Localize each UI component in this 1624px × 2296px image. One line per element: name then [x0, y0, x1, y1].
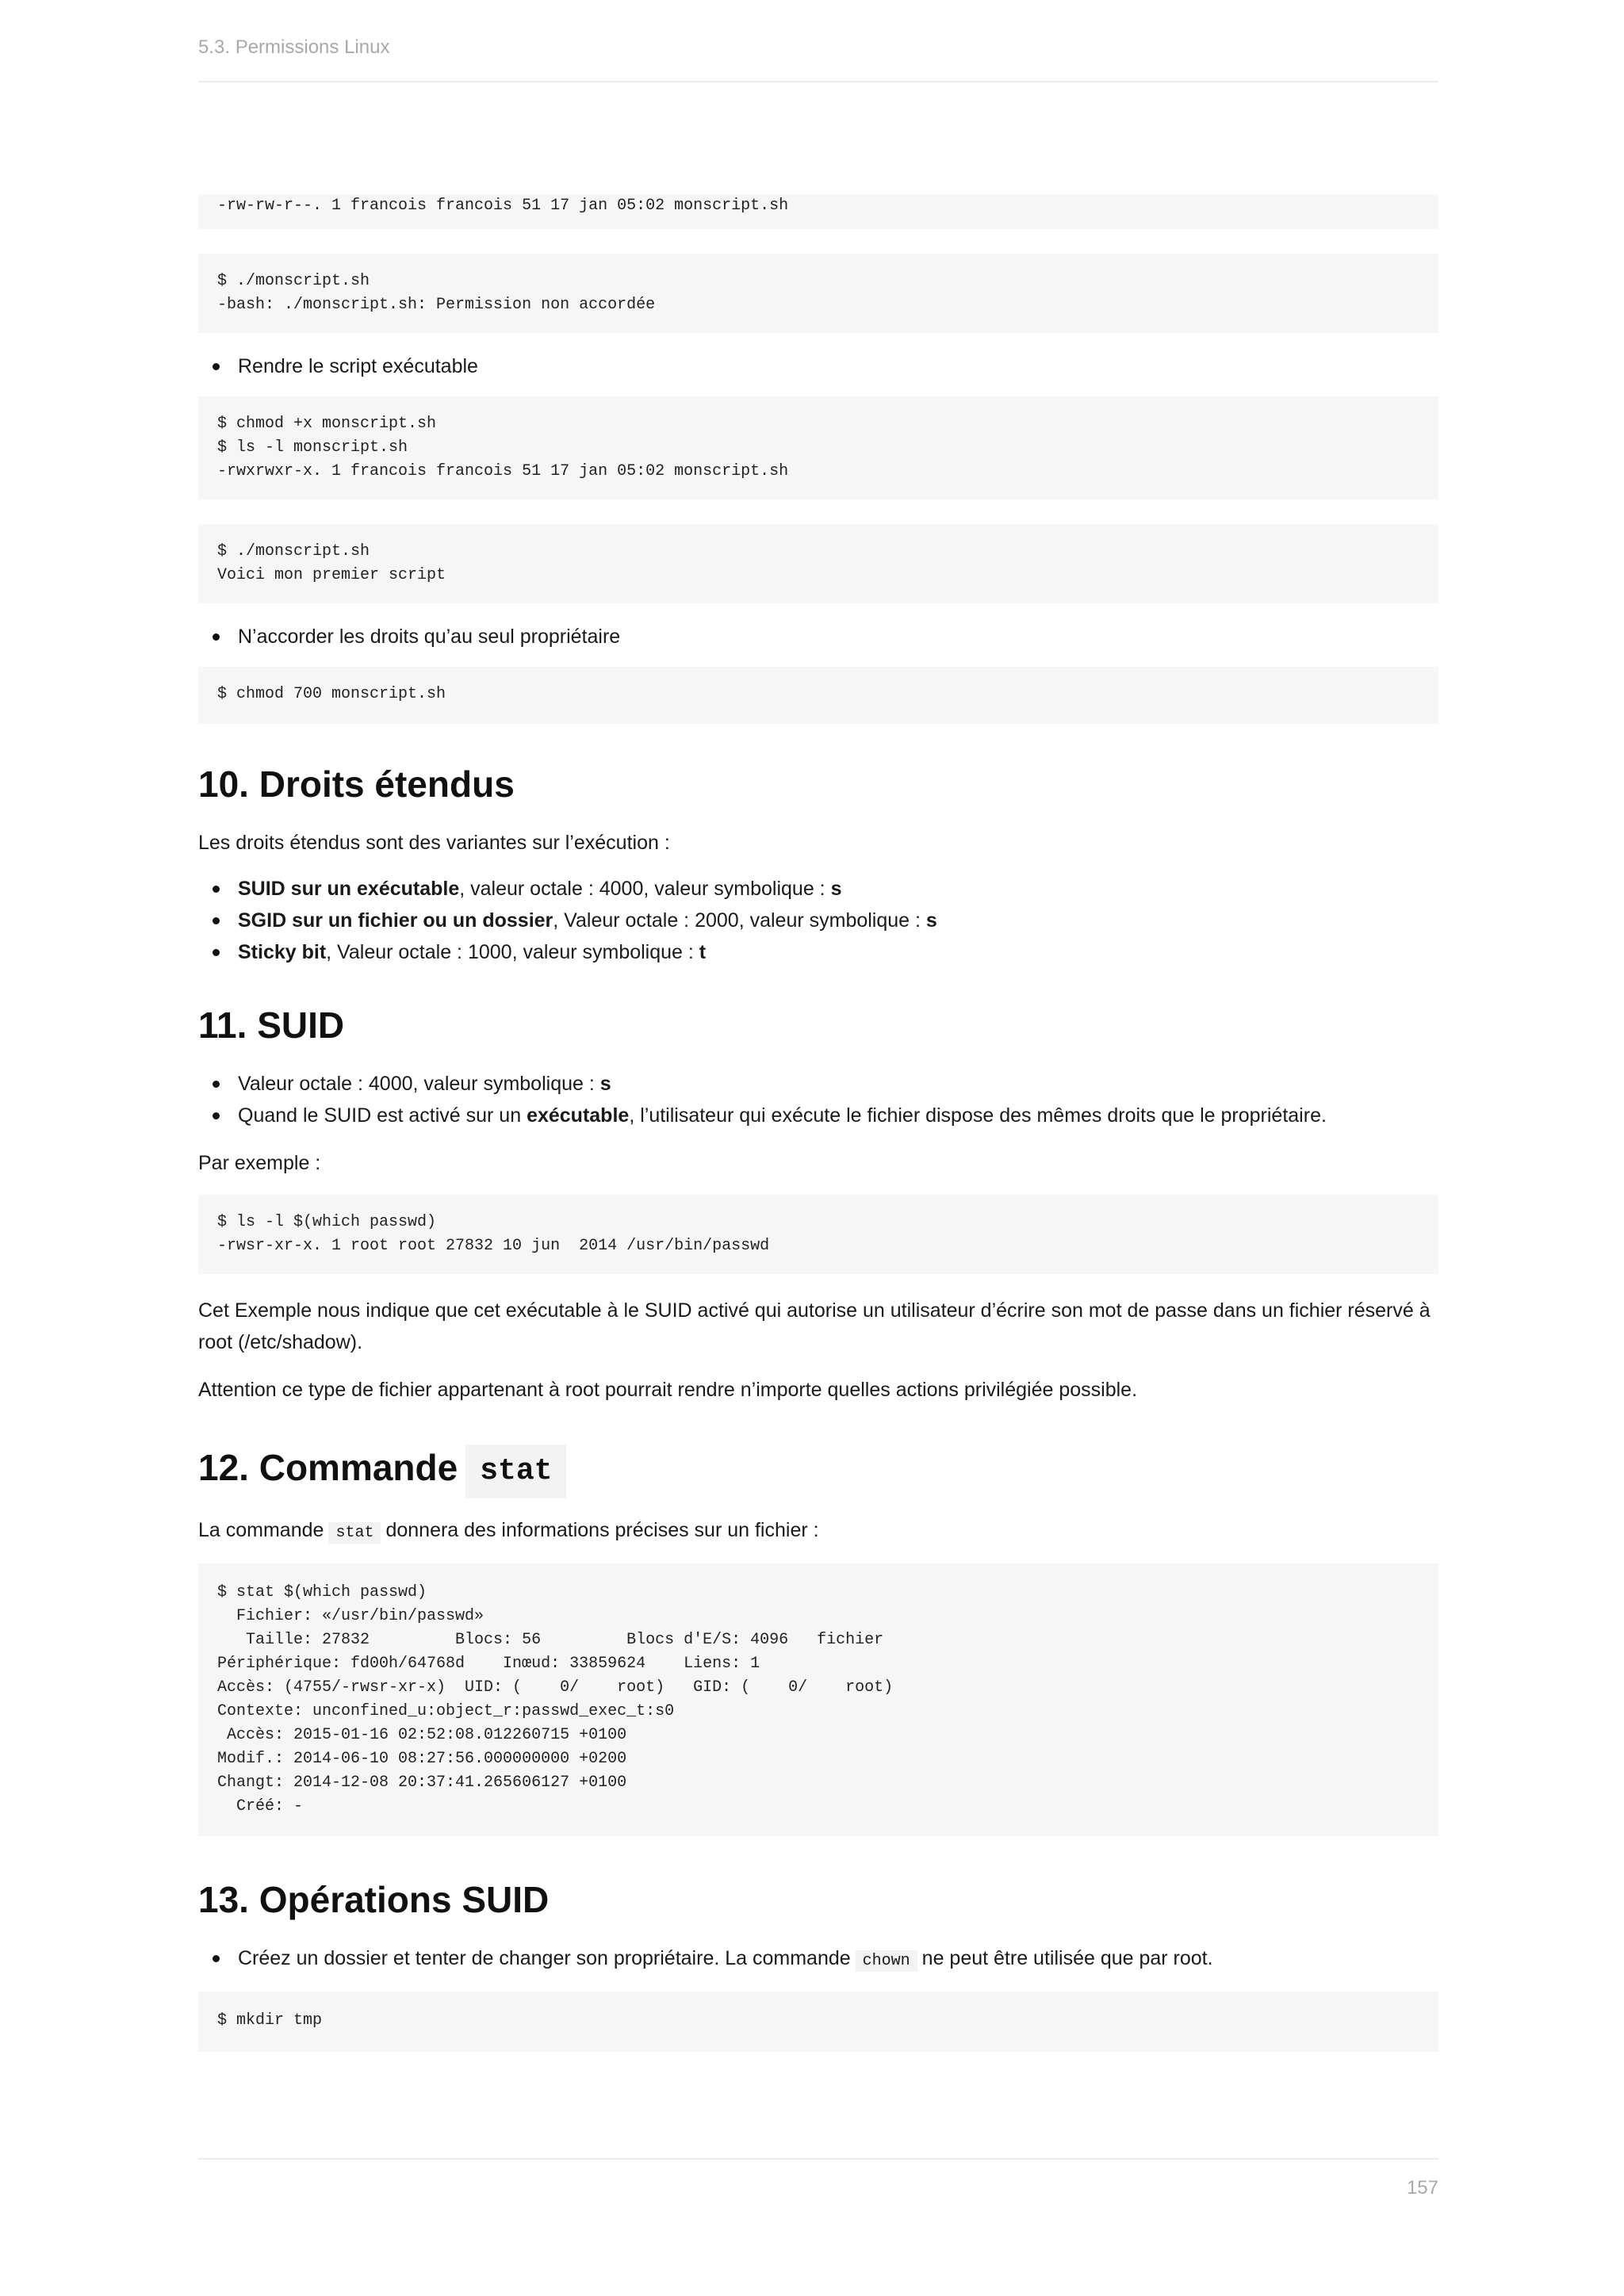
- list-item: Valeur octale : 4000, valeur symbolique : s: [198, 1068, 1438, 1100]
- section-heading-droits-etendus: 10. Droits étendus: [198, 763, 515, 805]
- footer-divider: [198, 2158, 1438, 2160]
- code-line: $ mkdir tmp: [217, 2011, 323, 2030]
- code-line: $ stat $(which passwd): [217, 1583, 427, 1601]
- list-item: SGID sur un fichier ou un dossier, Valeur octale : 2000, valeur symbolique : s: [198, 905, 1438, 936]
- code-line: Modif.: 2014-06-10 08:27:56.000000000 +0200: [217, 1750, 627, 1768]
- code-line: Taille: 27832 Blocs: 56 Blocs d'E/S: 4096 fichier: [217, 1631, 884, 1649]
- list-item: N’accorder les droits qu’au seul propriétaire: [198, 621, 1438, 652]
- code-block-chmod-x: [198, 396, 1438, 499]
- section-heading-operations-suid: 13. Opérations SUID: [198, 1879, 550, 1920]
- page-content: [198, 194, 1438, 2052]
- code-block-chmod-700: [198, 667, 1438, 724]
- code-block-ls-passwd: [198, 1195, 1438, 1274]
- header-divider: [198, 81, 1438, 82]
- section-heading-commande-stat: 12. Commande stat: [198, 1444, 1438, 1498]
- page-number: 157: [1406, 2177, 1438, 2198]
- bullet-list: [198, 1068, 1438, 1131]
- section-intro: Les droits étendus sont des variantes sur l’exécution :: [198, 832, 670, 854]
- list-item: Sticky bit, Valeur octale : 1000, valeur symbolique : t: [198, 936, 1438, 968]
- inline-code: stat: [328, 1522, 381, 1544]
- code-line: Changt: 2014-12-08 20:37:41.265606127 +0100: [217, 1774, 627, 1792]
- code-line: Voici mon premier script: [217, 566, 446, 584]
- code-line: Fichier: «/usr/bin/passwd»: [217, 1607, 485, 1625]
- section-intro: La commande stat donnera des informations précises sur un fichier :: [198, 1519, 819, 1542]
- running-header: 5.3. Permissions Linux: [198, 36, 390, 58]
- paragraph: Cet Exemple nous indique que cet exécutable à le SUID activé qui autorise un utilisateur d’écrire son mot de passe dans un fichier réservé à root (/etc/shadow).: [198, 1299, 1431, 1353]
- code-line: Périphérique: fd00h/64768d Inœud: 33859624 Liens: 1: [217, 1655, 760, 1673]
- section-heading-suid: 11. SUID: [198, 1004, 345, 1046]
- code-line: -bash: ./monscript.sh: Permission non accordée: [217, 296, 656, 314]
- code-block-run-denied: [198, 254, 1438, 333]
- code-line: Accès: (4755/-rwsr-xr-x) UID: ( 0/ root) GID: ( 0/ root): [217, 1678, 894, 1697]
- inline-code: chown: [856, 1950, 917, 1972]
- code-line: $ chmod +x monscript.sh: [217, 415, 437, 433]
- code-line: -rw-rw-r--. 1 francois francois 51 17 jan 05:02 monscript.sh: [217, 197, 789, 215]
- code-line: $ ls -l $(which passwd): [217, 1213, 437, 1231]
- code-line: Accès: 2015-01-16 02:52:08.012260715 +0100: [217, 1726, 627, 1744]
- list-item: Créez un dossier et tenter de changer son propriétaire. La commande chown ne peut être utilisée que par root.: [198, 1942, 1438, 1977]
- paragraph: Attention ce type de fichier appartenant à root pourrait rendre n’importe quelles actions privilégiée possible.: [198, 1379, 1138, 1401]
- code-line: -rwxrwxr-x. 1 francois francois 51 17 jan 05:02 monscript.sh: [217, 462, 789, 480]
- code-line: $ ls -l monscript.sh: [217, 438, 408, 457]
- bullet-list: [198, 621, 1438, 652]
- example-label: Par exemple :: [198, 1152, 321, 1174]
- code-line: Contexte: unconfined_u:object_r:passwd_exec_t:s0: [217, 1702, 675, 1720]
- code-block-ls-output: [198, 194, 1438, 229]
- code-line: $ ./monscript.sh: [217, 272, 370, 290]
- list-item: Rendre le script exécutable: [198, 350, 1438, 382]
- list-item: SUID sur un exécutable, valeur octale : 4000, valeur symbolique : s: [198, 873, 1438, 905]
- bullet-list: [198, 1942, 1438, 1977]
- code-line: $ ./monscript.sh: [217, 542, 370, 561]
- code-block-run-ok: [198, 524, 1438, 603]
- code-block-mkdir: [198, 1992, 1438, 2052]
- bullet-list: [198, 873, 1438, 968]
- code-block-stat-output: [198, 1563, 1438, 1836]
- code-line: $ chmod 700 monscript.sh: [217, 685, 446, 703]
- list-item: Quand le SUID est activé sur un exécutable, l’utilisateur qui exécute le fichier dispose des mêmes droits que le propriétaire.: [198, 1100, 1438, 1131]
- bullet-list: [198, 350, 1438, 382]
- code-line: Créé: -: [217, 1797, 304, 1816]
- code-line: -rwsr-xr-x. 1 root root 27832 10 jun 2014 /usr/bin/passwd: [217, 1237, 770, 1255]
- heading-code: stat: [465, 1445, 566, 1498]
